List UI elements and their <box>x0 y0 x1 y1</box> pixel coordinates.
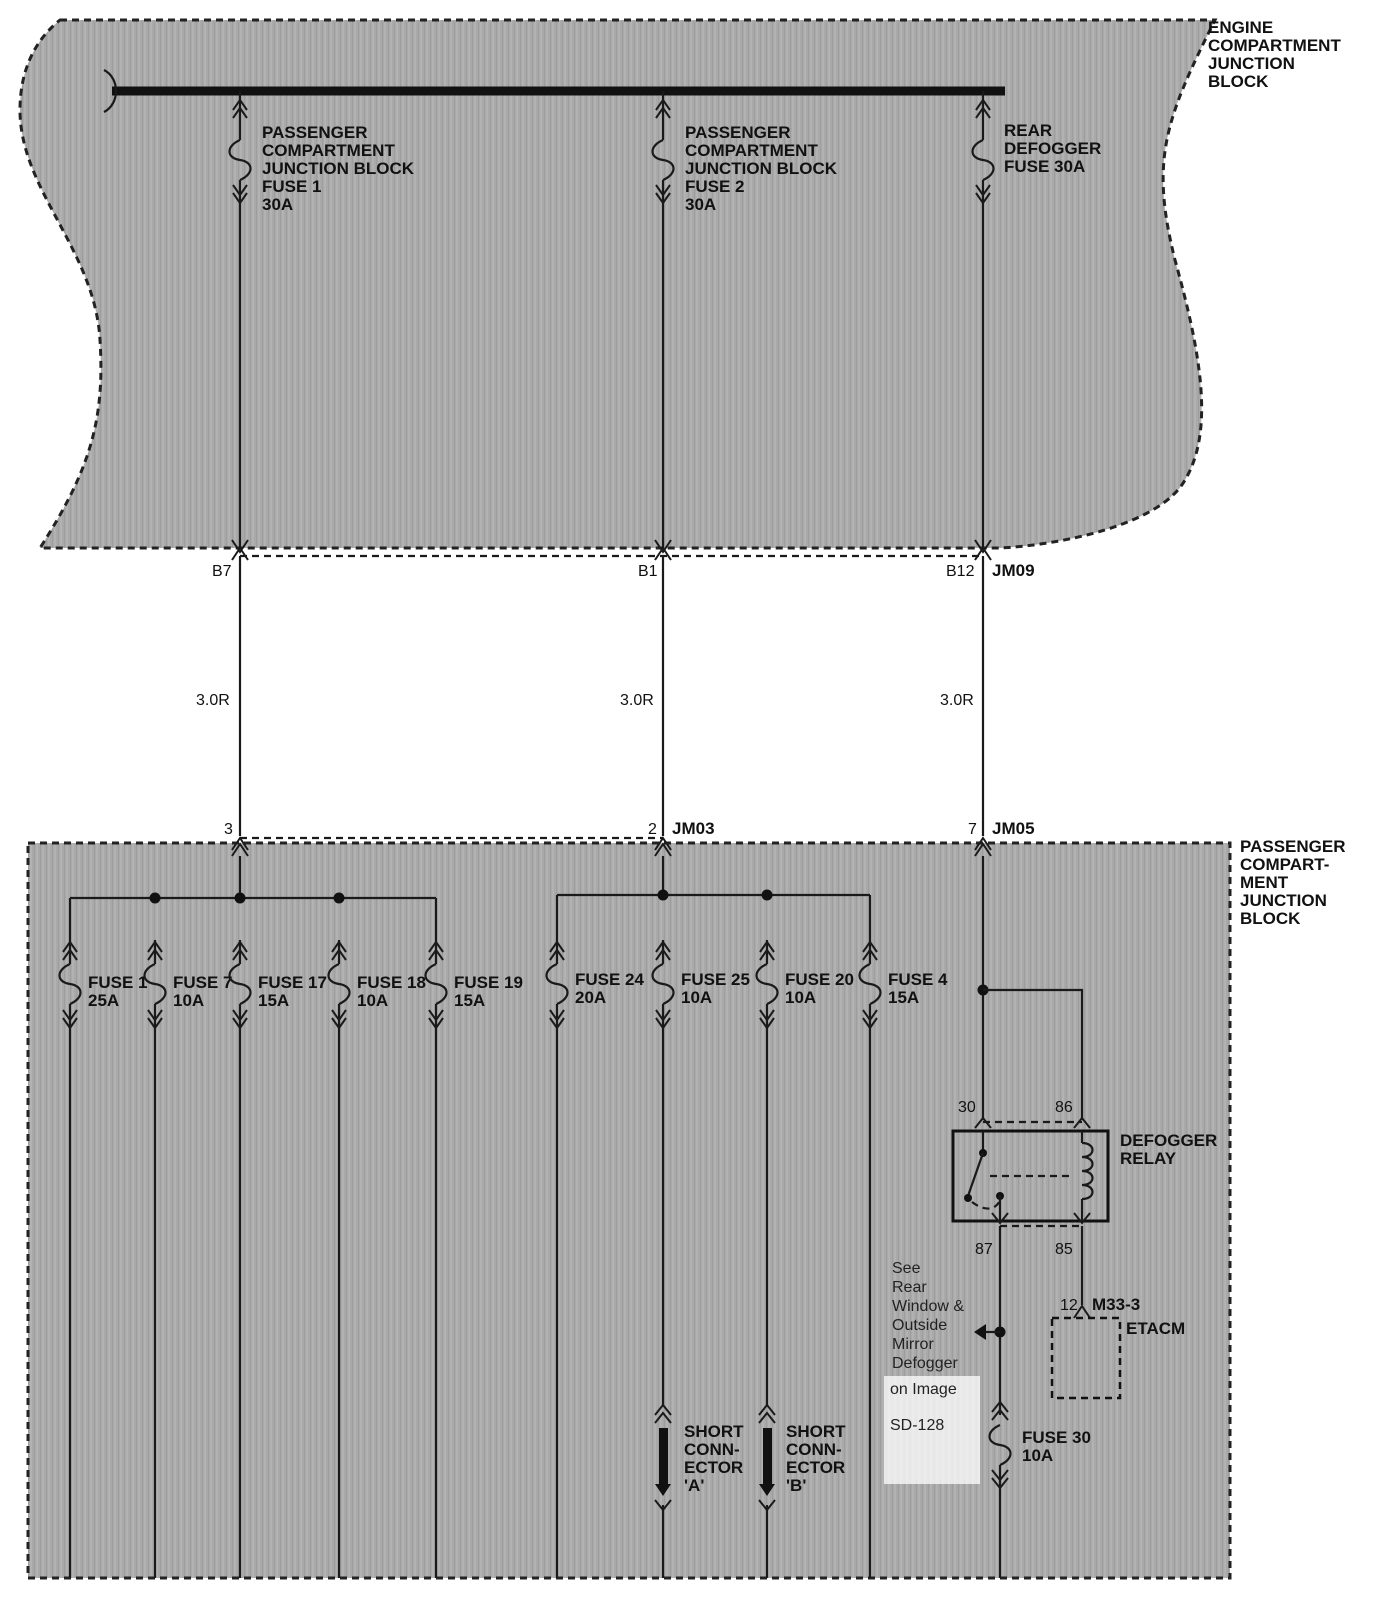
svg-text:Outside: Outside <box>892 1317 948 1334</box>
passenger-fuse-name: FUSE 24 <box>575 970 644 989</box>
inter-block-wires <box>196 556 983 836</box>
passenger-fuse-name: FUSE 7 <box>173 973 233 992</box>
svg-text:Defogger: Defogger <box>892 1355 958 1372</box>
svg-text:PASSENGER: PASSENGER <box>262 123 368 142</box>
svg-text:PASSENGER: PASSENGER <box>1240 837 1346 856</box>
svg-text:JUNCTION BLOCK: JUNCTION BLOCK <box>685 159 838 178</box>
passenger-fuse-name: FUSE 25 <box>681 970 750 989</box>
svg-text:CONN-: CONN- <box>684 1440 740 1459</box>
svg-text:'A': 'A' <box>684 1476 705 1495</box>
svg-text:10A: 10A <box>1022 1446 1054 1465</box>
svg-text:B7: B7 <box>212 563 232 580</box>
svg-text:ETACM: ETACM <box>1126 1319 1186 1338</box>
svg-text:FUSE 2: FUSE 2 <box>685 177 745 196</box>
svg-text:COMPARTMENT: COMPARTMENT <box>262 141 395 160</box>
svg-text:12: 12 <box>1060 1297 1078 1314</box>
passenger-fuse-rating: 20A <box>575 988 607 1007</box>
svg-text:REAR: REAR <box>1004 121 1053 140</box>
svg-text:JM05: JM05 <box>992 819 1035 838</box>
passenger-fuse-rating: 10A <box>785 988 817 1007</box>
svg-text:ENGINE: ENGINE <box>1208 18 1274 37</box>
svg-text:JM09: JM09 <box>992 561 1035 580</box>
svg-text:SHORT: SHORT <box>684 1422 744 1441</box>
svg-text:87: 87 <box>975 1241 993 1258</box>
svg-text:86: 86 <box>1055 1099 1073 1116</box>
svg-text:3.0R: 3.0R <box>940 692 974 709</box>
svg-text:30A: 30A <box>685 195 717 214</box>
svg-text:ECTOR: ECTOR <box>684 1458 744 1477</box>
svg-text:CONN-: CONN- <box>786 1440 842 1459</box>
svg-text:COMPART-: COMPART- <box>1240 855 1330 874</box>
svg-text:3.0R: 3.0R <box>620 692 654 709</box>
svg-text:COMPARTMENT: COMPARTMENT <box>685 141 818 160</box>
svg-text:JUNCTION BLOCK: JUNCTION BLOCK <box>262 159 415 178</box>
svg-text:COMPARTMENT: COMPARTMENT <box>1208 36 1341 55</box>
svg-text:DEFOGGER: DEFOGGER <box>1004 139 1102 158</box>
passenger-fuse-rating: 10A <box>681 988 713 1007</box>
svg-text:MENT: MENT <box>1240 873 1289 892</box>
svg-text:Mirror: Mirror <box>892 1336 934 1353</box>
svg-text:3.0R: 3.0R <box>196 692 230 709</box>
svg-text:B12: B12 <box>946 563 975 580</box>
svg-text:2: 2 <box>648 821 657 838</box>
svg-text:BLOCK: BLOCK <box>1240 909 1301 928</box>
passenger-fuse-rating: 15A <box>258 991 290 1010</box>
svg-text:30: 30 <box>958 1099 976 1116</box>
svg-text:M33-3: M33-3 <box>1092 1295 1141 1314</box>
svg-text:BLOCK: BLOCK <box>1208 72 1269 91</box>
passenger-fuse-name: FUSE 1 <box>88 973 148 992</box>
passenger-fuse-rating: 10A <box>173 991 205 1010</box>
svg-text:ECTOR: ECTOR <box>786 1458 846 1477</box>
engine-block-label <box>1208 18 1341 91</box>
passenger-fuse-rating: 15A <box>888 988 920 1007</box>
svg-text:JUNCTION: JUNCTION <box>1208 54 1295 73</box>
svg-text:FUSE 1: FUSE 1 <box>262 177 322 196</box>
svg-text:FUSE 30A: FUSE 30A <box>1004 157 1086 176</box>
svg-text:FUSE 30: FUSE 30 <box>1022 1428 1091 1447</box>
passenger-fuse-name: FUSE 17 <box>258 973 327 992</box>
passenger-fuse-name: FUSE 19 <box>454 973 523 992</box>
svg-text:SHORT: SHORT <box>786 1422 846 1441</box>
engine-block-region <box>20 20 1215 548</box>
svg-text:DEFOGGER: DEFOGGER <box>1120 1131 1218 1150</box>
svg-text:PASSENGER: PASSENGER <box>685 123 791 142</box>
passenger-block-region <box>28 843 1230 1578</box>
passenger-fuse-rating: 25A <box>88 991 120 1010</box>
passenger-fuse-name: FUSE 4 <box>888 970 948 989</box>
passenger-fuse-rating: 15A <box>454 991 486 1010</box>
svg-text:Window &: Window & <box>892 1298 965 1315</box>
passenger-fuse-rating: 10A <box>357 991 389 1010</box>
svg-text:SD-128: SD-128 <box>890 1417 945 1434</box>
svg-text:JM03: JM03 <box>672 819 715 838</box>
svg-text:3: 3 <box>224 821 233 838</box>
svg-text:on Image: on Image <box>890 1381 957 1398</box>
passenger-fuse-name: FUSE 20 <box>785 970 854 989</box>
svg-text:B1: B1 <box>638 563 658 580</box>
svg-text:85: 85 <box>1055 1241 1073 1258</box>
svg-text:RELAY: RELAY <box>1120 1149 1177 1168</box>
svg-text:JUNCTION: JUNCTION <box>1240 891 1327 910</box>
passenger-block-label <box>1240 837 1346 928</box>
svg-text:'B': 'B' <box>786 1476 807 1495</box>
passenger-fuse-name: FUSE 18 <box>357 973 426 992</box>
svg-text:7: 7 <box>968 821 977 838</box>
svg-text:Rear: Rear <box>892 1279 927 1296</box>
svg-text:30A: 30A <box>262 195 294 214</box>
svg-text:See: See <box>892 1260 921 1277</box>
